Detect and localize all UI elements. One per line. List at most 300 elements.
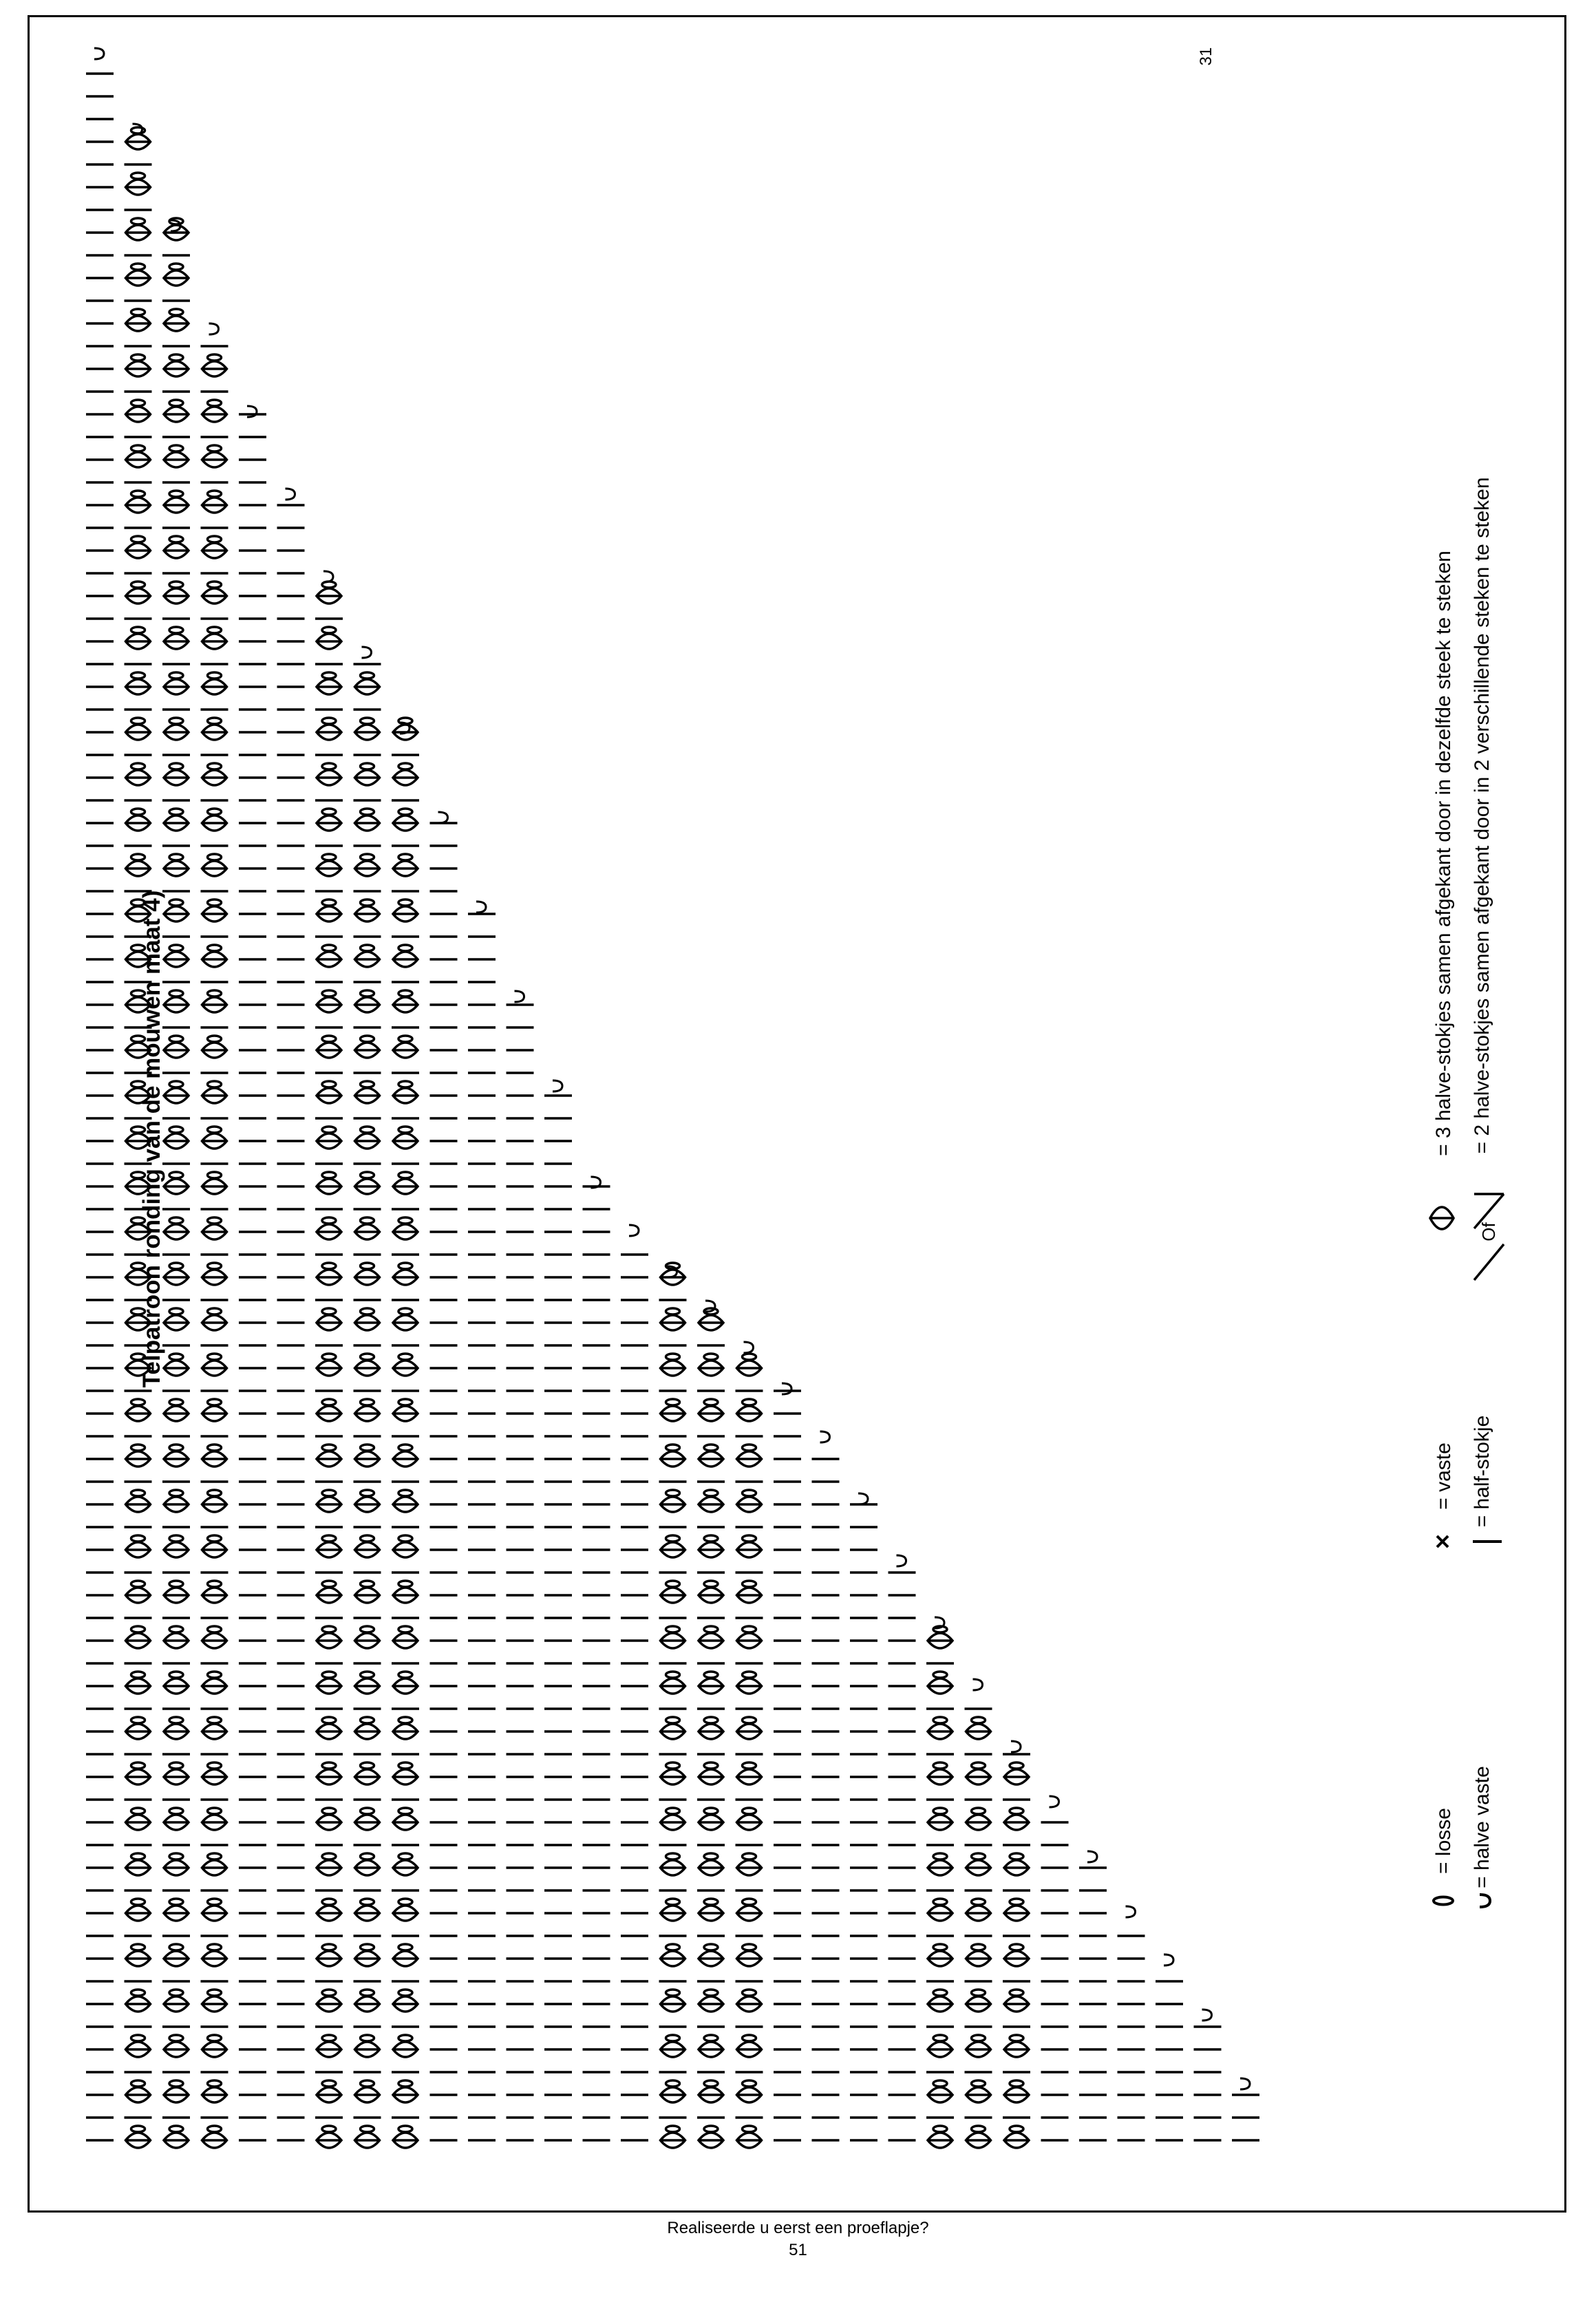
chain-stitch <box>322 2035 336 2041</box>
three-together-stitch <box>202 1678 227 1694</box>
three-together-stitch <box>202 543 227 558</box>
three-together-stitch <box>737 1815 762 1830</box>
three-together-stitch <box>126 1860 151 1875</box>
chain-stitch <box>169 1263 183 1269</box>
three-together-stitch <box>737 1860 762 1875</box>
chain-stitch <box>704 1626 718 1632</box>
chain-stitch <box>131 1535 145 1542</box>
chain-stitch <box>169 1217 183 1224</box>
three-together-stitch <box>126 1633 151 1648</box>
chain-stitch <box>361 945 374 951</box>
three-together-stitch <box>202 1906 227 1921</box>
chain-stitch <box>361 1263 374 1269</box>
chain-stitch <box>666 1808 680 1814</box>
chain-stitch <box>743 1535 756 1542</box>
three-together-stitch <box>355 1633 380 1648</box>
chain-stitch <box>361 1081 374 1087</box>
chain-stitch <box>361 1399 374 1405</box>
chain-stitch <box>743 1853 756 1859</box>
three-together-stitch <box>126 543 151 558</box>
three-together-stitch <box>737 1724 762 1739</box>
three-together-stitch <box>202 1043 227 1058</box>
three-together-stitch <box>317 1088 341 1103</box>
slip-stitch <box>94 48 104 59</box>
chain-stitch <box>322 945 336 951</box>
three-together-stitch <box>393 1860 418 1875</box>
chain-stitch <box>208 1626 222 1632</box>
three-together-stitch <box>966 1906 991 1921</box>
chain-stitch <box>666 1445 680 1451</box>
chain-stitch <box>743 1354 756 1360</box>
legend-half-stokje: = half-stokje <box>1471 1415 1493 1528</box>
chain-stitch <box>972 1944 986 1950</box>
three-together-stitch <box>202 1860 227 1875</box>
chain-stitch <box>1010 2126 1023 2132</box>
three-together-stitch <box>317 1497 341 1512</box>
chain-stitch <box>169 1581 183 1587</box>
three-together-stitch <box>393 1270 418 1285</box>
slip-stitch <box>1202 2010 1212 2021</box>
chain-stitch <box>361 990 374 997</box>
chain-stitch <box>322 1217 336 1224</box>
chain-stitch <box>208 1172 222 1178</box>
three-together-stitch <box>126 134 151 149</box>
three-together-stitch <box>317 1678 341 1694</box>
three-together-stitch <box>164 1906 189 1921</box>
three-together-stitch <box>1004 1951 1029 1966</box>
chain-stitch <box>169 354 183 361</box>
three-together-stitch <box>164 1996 189 2012</box>
three-together-stitch <box>126 2087 151 2102</box>
three-together-stitch <box>966 1724 991 1739</box>
three-together-stitch <box>393 1315 418 1330</box>
three-together-stitch <box>317 1724 341 1739</box>
three-together-stitch <box>164 1815 189 1830</box>
chain-stitch <box>361 1899 374 1905</box>
three-together-stitch <box>355 1769 380 1784</box>
three-together-stitch <box>202 679 227 694</box>
three-together-stitch <box>355 1451 380 1467</box>
three-together-stitch <box>737 1451 762 1467</box>
chain-stitch <box>169 1626 183 1632</box>
chain-stitch <box>208 1399 222 1405</box>
three-together-stitch <box>737 1951 762 1966</box>
three-together-stitch <box>699 1769 723 1784</box>
chart-title: Telpatroon ronding van de mouwen maat 4) <box>138 890 165 1388</box>
chain-stitch <box>169 2080 183 2087</box>
chain-stitch <box>361 1990 374 1996</box>
slip-stitch <box>286 489 295 500</box>
three-together-stitch <box>966 2042 991 2057</box>
chain-stitch <box>322 1808 336 1814</box>
three-together-stitch <box>202 452 227 467</box>
slip-stitch <box>858 1493 868 1504</box>
three-together-stitch <box>661 1315 685 1330</box>
three-together-stitch <box>164 1361 189 1376</box>
three-together-stitch <box>126 1724 151 1739</box>
chain-stitch <box>208 1445 222 1451</box>
three-together-stitch <box>393 1542 418 1557</box>
three-together-stitch <box>661 1406 685 1421</box>
three-together-stitch <box>355 1588 380 1603</box>
chain-stitch <box>208 1217 222 1224</box>
three-together-stitch <box>737 2087 762 2102</box>
chain-stitch <box>169 627 183 633</box>
three-together-stitch <box>126 1906 151 1921</box>
three-together-stitch <box>355 1315 380 1330</box>
chain-stitch <box>322 2126 336 2132</box>
three-together-stitch <box>317 725 341 740</box>
three-together-stitch <box>126 452 151 467</box>
chain-stitch <box>169 718 183 724</box>
chain-stitch <box>666 1490 680 1496</box>
chain-stitch <box>398 1127 412 1133</box>
three-together-stitch <box>393 1406 418 1421</box>
chain-stitch <box>704 1535 718 1542</box>
three-together-stitch <box>317 1451 341 1467</box>
chain-stitch <box>398 1354 412 1360</box>
three-together-stitch <box>126 225 151 240</box>
three-together-stitch <box>317 1406 341 1421</box>
three-together-stitch <box>126 407 151 422</box>
three-together-stitch <box>737 1588 762 1603</box>
chain-stitch <box>933 1808 947 1814</box>
chain-stitch <box>933 1672 947 1678</box>
three-together-stitch <box>164 1633 189 1648</box>
chain-stitch <box>704 1762 718 1769</box>
chain-stitch <box>131 2080 145 2087</box>
three-together-stitch <box>393 1361 418 1376</box>
three-together-stitch <box>126 1497 151 1512</box>
chain-stitch <box>398 1717 412 1723</box>
three-together-stitch <box>126 1815 151 1830</box>
three-together-stitch <box>164 1406 189 1421</box>
chain-stitch <box>398 2035 412 2041</box>
chain-stitch <box>208 2126 222 2132</box>
three-together-stitch <box>393 1678 418 1694</box>
single-crochet-icon <box>1437 1536 1448 1547</box>
chain-stitch <box>131 536 145 542</box>
three-together-stitch <box>393 1224 418 1239</box>
chain-stitch <box>704 1808 718 1814</box>
chain-stitch <box>131 400 145 406</box>
three-together-stitch <box>317 1996 341 2012</box>
chain-stitch <box>398 1036 412 1042</box>
chain-stitch <box>398 1672 412 1678</box>
chain-stitch <box>666 1672 680 1678</box>
slip-stitch <box>973 1679 983 1690</box>
chain-stitch <box>398 1944 412 1950</box>
three-together-stitch <box>164 2042 189 2057</box>
three-together-stitch <box>164 2133 189 2148</box>
chain-stitch <box>666 1717 680 1723</box>
three-together-stitch <box>355 1043 380 1058</box>
chain-stitch <box>398 1626 412 1632</box>
slip-stitch <box>1164 1954 1173 1965</box>
chain-stitch <box>666 2080 680 2087</box>
chain-stitch <box>972 2126 986 2132</box>
chain-stitch <box>131 2035 145 2041</box>
three-together-stitch <box>164 1133 189 1149</box>
three-together-stitch <box>928 2042 953 2057</box>
chain-stitch <box>131 1990 145 1996</box>
chain-stitch <box>322 718 336 724</box>
chain-stitch <box>398 1445 412 1451</box>
three-together-stitch <box>393 1724 418 1739</box>
chain-icon <box>1434 1897 1453 1905</box>
three-together-stitch <box>126 770 151 785</box>
chain-stitch <box>666 2035 680 2041</box>
chain-stitch <box>131 1399 145 1405</box>
three-together-stitch <box>393 1497 418 1512</box>
three-together-stitch <box>164 1451 189 1467</box>
chain-stitch <box>666 1762 680 1769</box>
three-together-stitch <box>661 2042 685 2057</box>
three-together-stitch <box>661 1542 685 1557</box>
three-together-stitch <box>699 1315 723 1330</box>
slip-stitch <box>629 1225 639 1236</box>
chain-stitch <box>361 1354 374 1360</box>
chain-stitch <box>361 2035 374 2041</box>
chain-stitch <box>972 1853 986 1859</box>
chain-stitch <box>398 990 412 997</box>
three-together-stitch <box>393 1588 418 1603</box>
chain-stitch <box>398 2126 412 2132</box>
three-together-stitch <box>737 1996 762 2012</box>
three-together-stitch <box>699 1678 723 1694</box>
three-together-stitch <box>928 1724 953 1739</box>
chain-stitch <box>398 1762 412 1769</box>
three-together-stitch <box>202 997 227 1012</box>
three-together-stitch <box>126 1406 151 1421</box>
chain-stitch <box>169 1127 183 1133</box>
chain-stitch <box>322 1399 336 1405</box>
three-together-stitch <box>355 1088 380 1103</box>
chain-stitch <box>398 763 412 769</box>
three-together-stitch <box>164 1678 189 1694</box>
three-together-stitch <box>355 1906 380 1921</box>
chain-stitch <box>1010 1762 1023 1769</box>
chain-stitch <box>972 1990 986 1996</box>
stitch-grid <box>86 74 1259 2148</box>
chain-stitch <box>208 1036 222 1042</box>
three-together-stitch <box>393 952 418 967</box>
chain-stitch <box>743 1581 756 1587</box>
chain-stitch <box>704 1399 718 1405</box>
three-together-stitch <box>126 2133 151 2148</box>
chain-stitch <box>666 1990 680 1996</box>
chain-stitch <box>361 1535 374 1542</box>
chain-stitch <box>322 1899 336 1905</box>
chain-stitch <box>361 718 374 724</box>
chain-stitch <box>704 1354 718 1360</box>
chain-stitch <box>169 809 183 815</box>
three-together-stitch <box>661 1906 685 1921</box>
chain-stitch <box>208 1672 222 1678</box>
chain-stitch <box>704 1490 718 1496</box>
three-together-stitch <box>164 452 189 467</box>
chain-stitch <box>208 763 222 769</box>
three-together-stitch <box>737 1769 762 1784</box>
three-together-stitch <box>699 2042 723 2057</box>
chain-stitch <box>398 1808 412 1814</box>
chain-stitch <box>169 1308 183 1314</box>
chain-stitch <box>131 1581 145 1587</box>
chain-stitch <box>743 1990 756 1996</box>
three-together-stitch <box>393 1769 418 1784</box>
three-together-stitch <box>355 861 380 876</box>
three-together-stitch <box>355 1860 380 1875</box>
three-together-stitch <box>164 861 189 876</box>
chain-stitch <box>322 1036 336 1042</box>
chain-stitch <box>131 1853 145 1859</box>
three-together-stitch <box>1004 2133 1029 2148</box>
chain-stitch <box>208 1263 222 1269</box>
chain-stitch <box>131 1672 145 1678</box>
three-together-stitch <box>317 1361 341 1376</box>
chain-stitch <box>361 1490 374 1496</box>
chain-stitch <box>208 491 222 497</box>
three-together-stitch <box>699 1951 723 1966</box>
three-together-stitch <box>355 1497 380 1512</box>
chain-stitch <box>169 1445 183 1451</box>
chain-stitch <box>169 309 183 315</box>
chain-stitch <box>169 945 183 951</box>
three-together-stitch <box>202 1361 227 1376</box>
chain-stitch <box>361 809 374 815</box>
chain-stitch <box>743 1808 756 1814</box>
chain-stitch <box>208 899 222 906</box>
chain-stitch <box>322 1535 336 1542</box>
three-together-stitch <box>355 952 380 967</box>
chain-stitch <box>933 1990 947 1996</box>
chain-stitch <box>169 990 183 997</box>
three-together-stitch <box>202 634 227 649</box>
chain-stitch <box>322 899 336 906</box>
legend-halve-vaste: = halve vaste <box>1471 1766 1493 1888</box>
chain-stitch <box>361 1217 374 1224</box>
slip-stitch <box>362 647 372 658</box>
chain-stitch <box>398 899 412 906</box>
chain-stitch <box>743 1490 756 1496</box>
three-together-stitch <box>661 1951 685 1966</box>
three-together-stitch <box>317 816 341 831</box>
three-together-stitch <box>202 1996 227 2012</box>
chain-stitch <box>131 1490 145 1496</box>
chain-stitch <box>361 1581 374 1587</box>
chain-stitch <box>972 2035 986 2041</box>
footer-question: Realiseerde u eerst een proeflapje? <box>667 2219 929 2237</box>
three-together-stitch <box>317 861 341 876</box>
three-together-stitch <box>317 588 341 604</box>
three-together-stitch <box>393 997 418 1012</box>
three-together-stitch <box>928 1678 953 1694</box>
chain-stitch <box>704 1990 718 1996</box>
chain-stitch <box>208 1127 222 1133</box>
chain-stitch <box>398 1263 412 1269</box>
three-together-stitch <box>202 1451 227 1467</box>
chain-stitch <box>169 2035 183 2041</box>
chain-stitch <box>322 1127 336 1133</box>
three-together-stitch <box>317 1951 341 1966</box>
three-together-stitch <box>202 1179 227 1194</box>
legend-losse: = losse <box>1432 1808 1455 1874</box>
chain-stitch <box>322 1944 336 1950</box>
three-together-stitch <box>317 906 341 921</box>
three-together-stitch <box>393 1179 418 1194</box>
chain-stitch <box>361 1445 374 1451</box>
slip-stitch <box>1126 1906 1136 1917</box>
chain-stitch <box>208 945 222 951</box>
three-together-stitch <box>393 816 418 831</box>
three-together-stitch <box>966 2133 991 2148</box>
three-together-stitch <box>355 997 380 1012</box>
three-together-stitch <box>317 2087 341 2102</box>
chain-stitch <box>169 1717 183 1723</box>
three-together-stitch <box>737 1633 762 1648</box>
three-together-stitch <box>126 2042 151 2057</box>
chain-stitch <box>322 854 336 860</box>
three-together-stitch <box>317 1315 341 1330</box>
chain-stitch <box>131 1899 145 1905</box>
chain-stitch <box>322 1081 336 1087</box>
legend-of: Of <box>1478 1222 1499 1241</box>
three-together-stitch <box>164 1043 189 1058</box>
chain-stitch <box>1010 1990 1023 1996</box>
chain-stitch <box>169 672 183 679</box>
three-together-stitch <box>1004 1860 1029 1875</box>
three-together-stitch <box>699 1406 723 1421</box>
chain-stitch <box>169 1853 183 1859</box>
chain-stitch <box>322 1672 336 1678</box>
three-together-stitch <box>126 498 151 513</box>
chain-stitch <box>131 173 145 179</box>
chain-stitch <box>1010 2035 1023 2041</box>
chain-stitch <box>322 990 336 997</box>
three-together-stitch <box>317 1815 341 1830</box>
chain-stitch <box>169 1399 183 1405</box>
three-together-stitch <box>164 1270 189 1285</box>
three-together-stitch <box>164 498 189 513</box>
three-together-stitch <box>164 225 189 240</box>
three-together-stitch <box>966 1996 991 2012</box>
three-together-stitch <box>126 361 151 376</box>
three-together-stitch <box>202 361 227 376</box>
legend-vaste: = vaste <box>1432 1442 1455 1510</box>
slip-stitch <box>1087 1851 1097 1862</box>
three-together-stitch <box>1004 2042 1029 2057</box>
chain-stitch <box>704 2126 718 2132</box>
three-together-stitch <box>126 316 151 331</box>
three-together-stitch <box>699 1588 723 1603</box>
three-together-stitch <box>317 1043 341 1058</box>
three-together-icon <box>1430 1207 1454 1229</box>
chain-stitch <box>169 1081 183 1087</box>
chain-stitch <box>208 354 222 361</box>
three-together-stitch <box>126 816 151 831</box>
three-together-stitch <box>661 1588 685 1603</box>
three-together-stitch <box>164 1315 189 1330</box>
three-together-stitch <box>317 997 341 1012</box>
chain-stitch <box>1010 1853 1023 1859</box>
three-together-stitch <box>355 2042 380 2057</box>
chain-stitch <box>933 1944 947 1950</box>
chain-stitch <box>666 1581 680 1587</box>
slip-stitch <box>476 902 486 913</box>
three-together-stitch <box>393 906 418 921</box>
three-together-stitch <box>699 1497 723 1512</box>
chain-stitch <box>322 1263 336 1269</box>
